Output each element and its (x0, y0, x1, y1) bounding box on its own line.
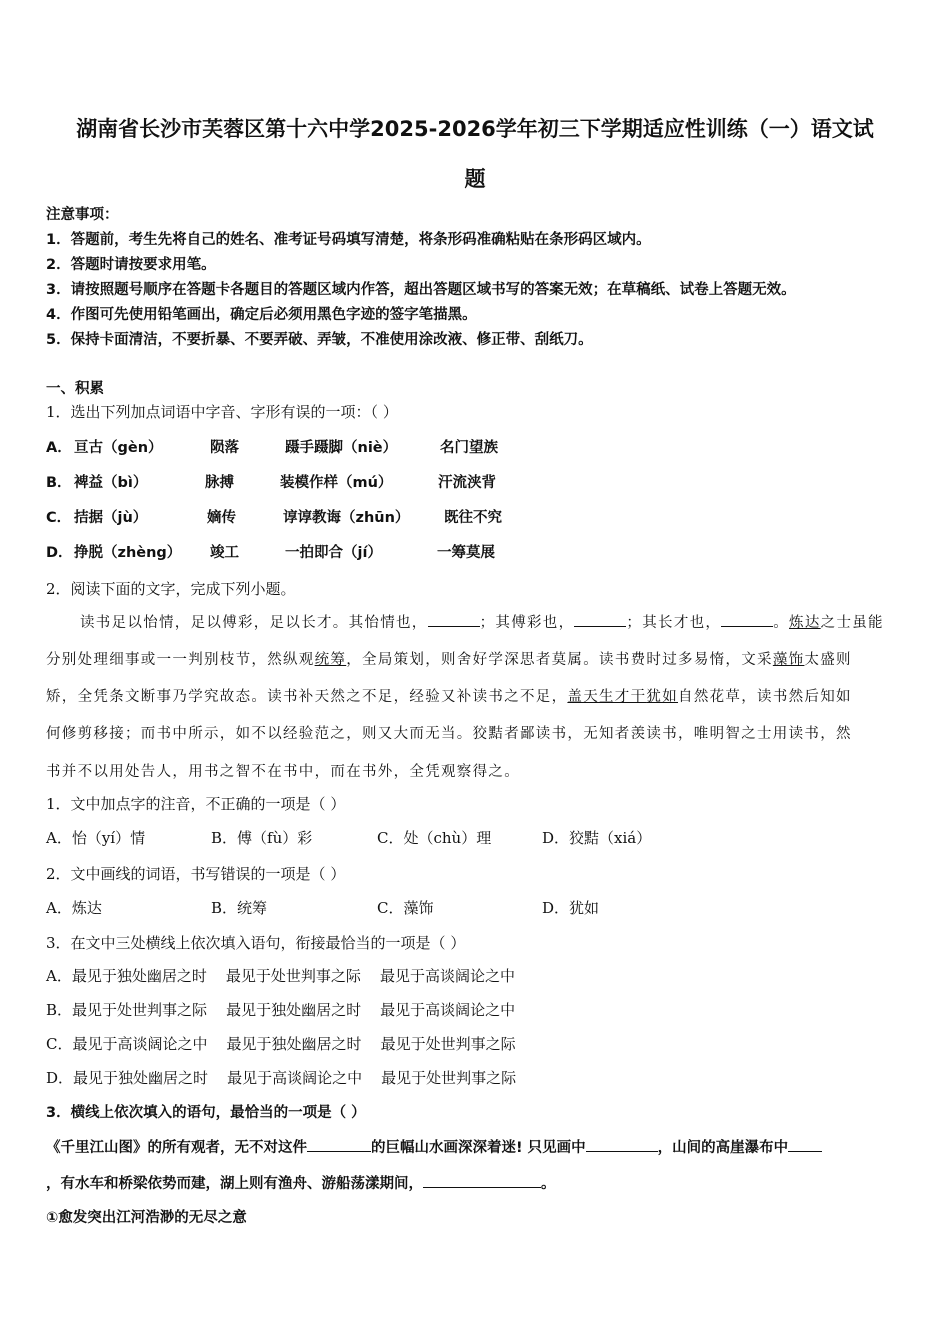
subquestion-3-stem: 3．在文中三处横线上依次填入语句，衔接最恰当的一项是（ ） (46, 934, 466, 952)
passage-text: 读书足以怡情，足以傅彩，足以长才。其怡情也， (80, 615, 428, 631)
option-word: 脉搏 (205, 475, 234, 491)
option[interactable]: D．狡黠（xiá） (542, 829, 652, 847)
option[interactable]: C．最见于高谈阔论之中 最见于独处幽居之时 最见于处世判事之际 (46, 1035, 516, 1053)
passage-line: 书并不以用处告人，用书之智不在书中，而在书外，全凭观察得之。 (46, 764, 520, 780)
passage-line (46, 648, 852, 669)
option-label: D． (46, 545, 73, 561)
passage-text: 自然花草，读书然后知如 (678, 689, 852, 705)
question-text: ，山间的高崖瀑布中 (657, 1140, 789, 1156)
fill-blank[interactable] (574, 612, 626, 627)
option-label: A． (46, 440, 72, 456)
underlined-word: 统筹 (314, 652, 347, 668)
passage-text: 太盛则 (804, 652, 852, 668)
option-label: B． (46, 475, 72, 491)
notice-item: 1．答题前，考生先将自己的姓名、准考证号码填写清楚，将条形码准确粘贴在条形码区域内。 (46, 232, 651, 248)
fill-blank[interactable] (423, 1173, 541, 1188)
passage-line (80, 611, 884, 632)
question-text: ，有水车和桥梁依势而建，湖上则有渔舟、游船荡漾期间， (46, 1176, 423, 1192)
question-3-item: ①愈发突出江河浩渺的无尽之意 (46, 1210, 247, 1226)
passage-text: ；其长才也， (626, 615, 722, 631)
question-3-text-line (46, 1172, 556, 1193)
question-3-text-line (46, 1136, 822, 1157)
option[interactable]: A．怡（yí）情 (46, 829, 146, 847)
option[interactable]: C．藻饰 (377, 899, 434, 917)
notice-item: 2．答题时请按要求用笔。 (46, 257, 216, 273)
passage-text: ；其傅彩也， (479, 615, 575, 631)
exam-title-line2: 题 (464, 167, 486, 191)
option-word: 拮据（jù） (74, 510, 148, 526)
option[interactable]: B．傅（fù）彩 (211, 829, 313, 847)
question-2-stem: 2．阅读下面的文字，完成下列小题。 (46, 580, 296, 598)
fill-blank[interactable] (307, 1137, 371, 1152)
question-1-stem: 1．选出下列加点词语中字音、字形有误的一项：（ ） (46, 403, 398, 421)
option[interactable]: C．处（chù）理 (377, 829, 492, 847)
fill-blank[interactable] (428, 612, 480, 627)
notice-item: 3．请按照题号顺序在答题卡各题目的答题区域内作答，超出答题区域书写的答案无效；在草稿纸、试卷上答题无效。 (46, 282, 796, 298)
underlined-word: 藻饰 (772, 652, 805, 668)
section-heading: 一、积累 (46, 381, 104, 397)
option-word: 装模作样（mú） (280, 475, 393, 491)
option[interactable]: A．炼达 (46, 899, 102, 917)
question-text: 《千里江山图》的所有观者，无不对这件 (46, 1140, 307, 1156)
option-word: 嫡传 (207, 510, 236, 526)
option-word: 一筹莫展 (437, 545, 495, 561)
option-word: 谆谆教诲（zhūn） (283, 510, 410, 526)
question-text: 的巨幅山水画深深着迷! 只见画中 (371, 1140, 586, 1156)
underlined-phrase: 盖天生才干 (567, 689, 647, 705)
question-text: 。 (541, 1176, 556, 1192)
passage-line: 何修剪移接；而书中所示，如不以经验范之，则又大而无当。狡黠者鄙读书，无知者羡读书，唯明智之士用读书，然 (46, 726, 852, 742)
passage-text: 矫，全凭条文断事乃学究故态。读书补天然之不足，经验又补读书之不足， (46, 689, 568, 705)
option-word: 亘古（gèn） (74, 440, 163, 456)
option-word: 蹑手蹑脚（niè） (285, 440, 398, 456)
subquestion-1-stem: 1．文中加点字的注音，不正确的一项是（ ） (46, 795, 346, 813)
option-word: 一拍即合（jí） (285, 545, 382, 561)
exam-title-line1: 湖南省长沙市芙蓉区第十六中学2025-2026学年初三下学期适应性训练（一）语文试 (76, 117, 874, 141)
option[interactable]: B．统筹 (211, 899, 268, 917)
passage-line (46, 685, 852, 706)
notice-item: 4．作图可先使用铅笔画出，确定后必须用黑色字迹的签字笔描黑。 (46, 307, 477, 323)
passage-text: 。 (773, 615, 790, 631)
option-label: C． (46, 510, 72, 526)
option[interactable]: D．犹如 (542, 899, 600, 917)
underlined-word: 犹如 (646, 689, 679, 705)
passage-text: 分别处理细事或一一判别枝节，然纵观 (46, 652, 315, 668)
option-word: 既往不究 (444, 510, 502, 526)
notice-item: 5．保持卡面清洁，不要折暴、不要弄破、弄皱，不准使用涂改液、修正带、刮纸刀。 (46, 332, 593, 348)
option-word: 挣脱（zhèng） (74, 545, 182, 561)
option[interactable]: D．最见于独处幽居之时 最见于高谈阔论之中 最见于处世判事之际 (46, 1069, 517, 1087)
passage-text: ，全局策划，则舍好学深思者莫属。读书费时过多易惰，文采 (346, 652, 773, 668)
fill-blank[interactable] (721, 612, 773, 627)
subquestion-2-stem: 2．文中画线的词语，书写错误的一项是（ ） (46, 865, 346, 883)
option-word: 名门望族 (440, 440, 498, 456)
option-word: 裨益（bì） (74, 475, 148, 491)
notice-heading: 注意事项： (46, 207, 119, 223)
fill-blank[interactable] (586, 1137, 658, 1152)
underlined-word: 炼达 (789, 615, 821, 631)
option[interactable]: B．最见于处世判事之际 最见于独处幽居之时 最见于高谈阔论之中 (46, 1001, 516, 1019)
option-word: 陨落 (210, 440, 239, 456)
question-3-stem: 3．横线上依次填入的语句，最恰当的一项是（ ） (46, 1105, 366, 1121)
option-word: 汗流浃背 (438, 475, 496, 491)
option[interactable]: A．最见于独处幽居之时 最见于处世判事之际 最见于高谈阔论之中 (46, 967, 515, 985)
option-word: 竣工 (210, 545, 239, 561)
fill-blank[interactable] (788, 1137, 822, 1152)
passage-text: 之士虽能 (820, 615, 884, 631)
